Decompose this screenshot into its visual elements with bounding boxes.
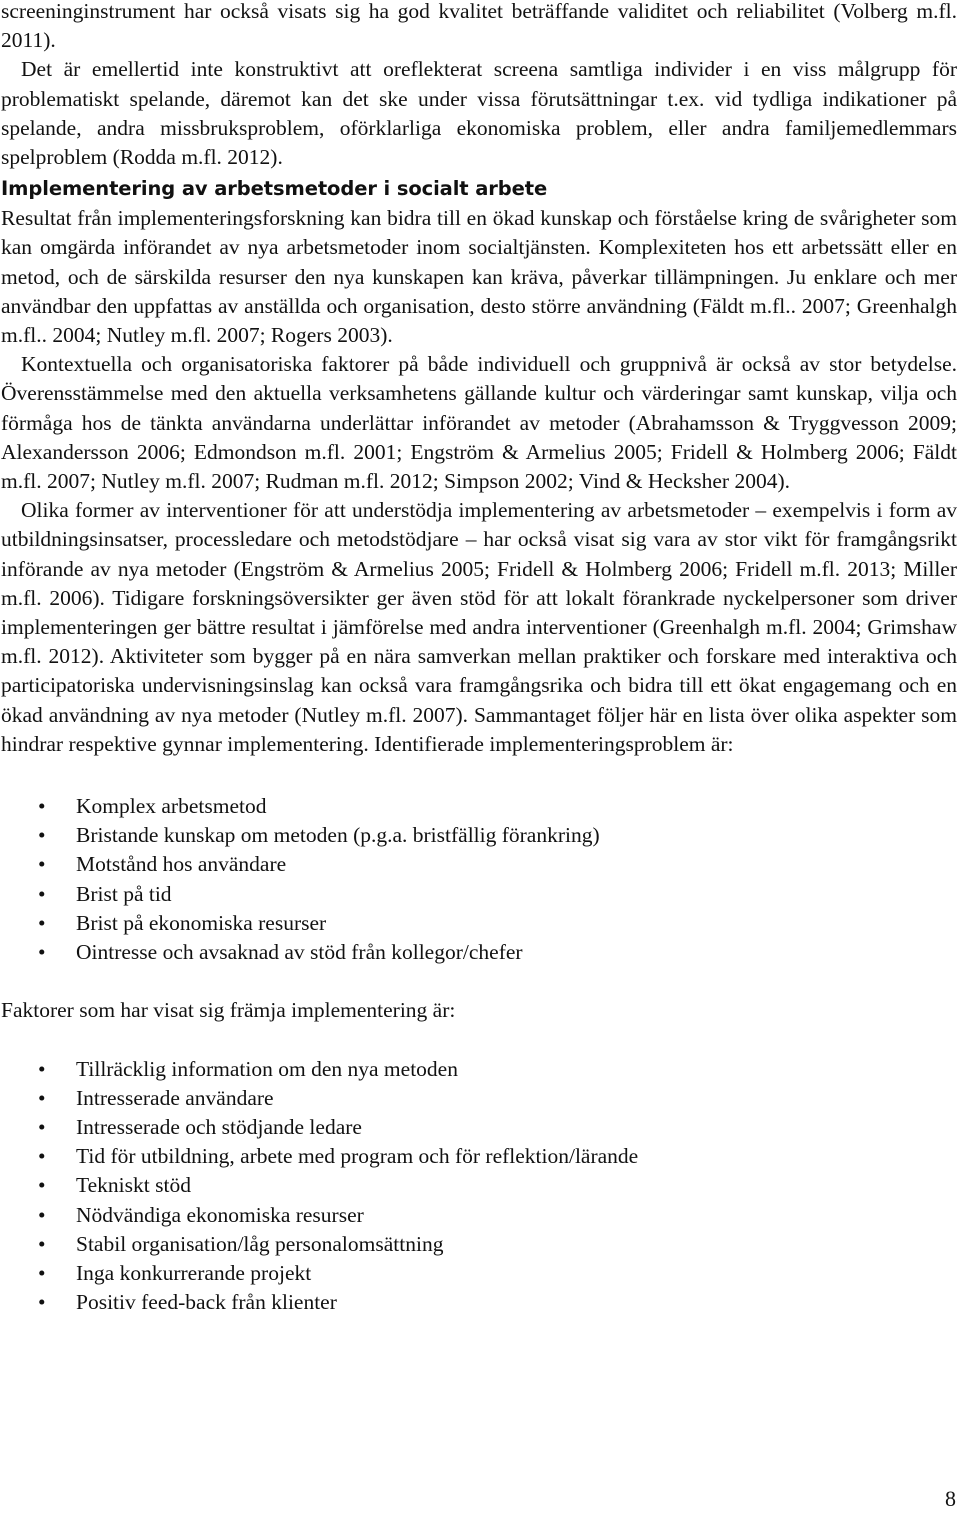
problems-list: [1, 792, 957, 967]
list-item: • Bristande kunskap om metoden (p.g.a. bristfällig förankring): [1, 821, 957, 850]
list-item: • Tid för utbildning, arbete med program och för reflektion/lärande: [1, 1142, 957, 1171]
list-item: • Komplex arbetsmetod: [1, 792, 957, 821]
list-item: • Motstånd hos användare: [1, 850, 957, 879]
body-paragraph-1: Resultat från implementeringsforskning kan bidra till en ökad kunskap och förståelse kring de svårigheter som kan omgärda införandet av nya arbetsmetoder inom socialtjänsten. Komplexiteten hos ett arbetssätt eller en metod, och de särskilda resurser den nya kunskapen kan kräva, påverkar tillämpningen. Ju enklare och mer användbar den uppfattas av anställda och organisation, desto större användning (Fäldt m.fl.. 2007; Greenhalgh m.fl.. 2004; Nutley m.fl. 2007; Rogers 2003).: [1, 206, 957, 348]
list-item: • Brist på tid: [1, 880, 957, 909]
list-item: • Tillräcklig information om den nya metoden: [1, 1055, 957, 1084]
body-paragraph-2: Kontextuella och organisatoriska faktorer på både individuell och gruppnivå är också av stor betydelse. Överensstämmelse med den aktuella verksamhetens gällande kultur och värderingar samt kunskap, vilja och förmåga hos de tänkta användarna underlättar införandet av metoder (Abrahamsson & Tryggvesson 2009; Alexandersson 2006; Edmondson m.fl. 2001; Engström & Armelius 2005; Fridell & Holmberg 2006; Fäldt m.fl. 2007; Nutley m.fl. 2007; Rudman m.fl. 2012; Simpson 2002; Vind & Hecksher 2004).: [1, 352, 957, 494]
list-item: • Inga konkurrerande projekt: [1, 1259, 957, 1288]
list-item: • Tekniskt stöd: [1, 1171, 957, 1200]
intro-paragraph-2: Det är emellertid inte konstruktivt att oreflekterat screena samtliga individer i en viss målgrupp för problematiskt spelande, däremot kan det ske under vissa förutsättningar t.ex. vid tydliga indikationer på spelande, andra missbruksproblem, oförklarliga ekonomiska problem, eller andra familjemedlemmars spelproblem (Rodda m.fl. 2012).: [1, 57, 957, 170]
list-item: • Nödvändiga ekonomiska resurser: [1, 1201, 957, 1230]
factors-list: [1, 1055, 957, 1318]
list-item: • Intresserade användare: [1, 1084, 957, 1113]
page-number: 8: [945, 1486, 956, 1511]
list-item: • Positiv feed-back från klienter: [1, 1288, 957, 1317]
body-paragraph-3: Olika former av interventioner för att understödja implementering av arbetsmetoder – exempelvis i form av utbildningsinsatser, processledare och metodstödjare – har också visat sig vara av stor vikt för framgångsrikt införande av nya metoder (Engström & Armelius 2005; Fridell & Holmberg 2006; Fridell m.fl. 2013; Miller m.fl. 2006). Tidigare forskningsöversikter ger även stöd för att lokalt förankrade nyckelpersoner som driver implementeringen ger bättre resultat i jämförelse med andra interventioner (Greenhalgh m.fl. 2004; Grimshaw m.fl. 2012). Aktiviteter som bygger på en nära samverkan mellan praktiker och forskare med interaktiva och participatoriska undervisningsinslag kan också vara framgångsrika och bidra till ett ökat engagemang och en ökad användning av nya metoder (Nutley m.fl. 2007). Sammantaget följer här en lista över olika aspekter som hindrar respektive gynnar implementering. Identifierade implementeringsproblem är:: [1, 498, 957, 756]
list-item: • Stabil organisation/låg personalomsättning: [1, 1230, 957, 1259]
list-item: • Brist på ekonomiska resurser: [1, 909, 957, 938]
intro-paragraph: screeninginstrument har också visats sig ha god kvalitet beträffande validitet och reliabilitet (Volberg m.fl. 2011).: [1, 0, 957, 53]
list-item: • Intresserade och stödjande ledare: [1, 1113, 957, 1142]
section-heading: Implementering av arbetsmetoder i socialt arbete: [1, 177, 548, 201]
factors-intro: Faktorer som har visat sig främja implementering är:: [1, 998, 456, 1023]
list-item: • Ointresse och avsaknad av stöd från kollegor/chefer: [1, 938, 957, 967]
